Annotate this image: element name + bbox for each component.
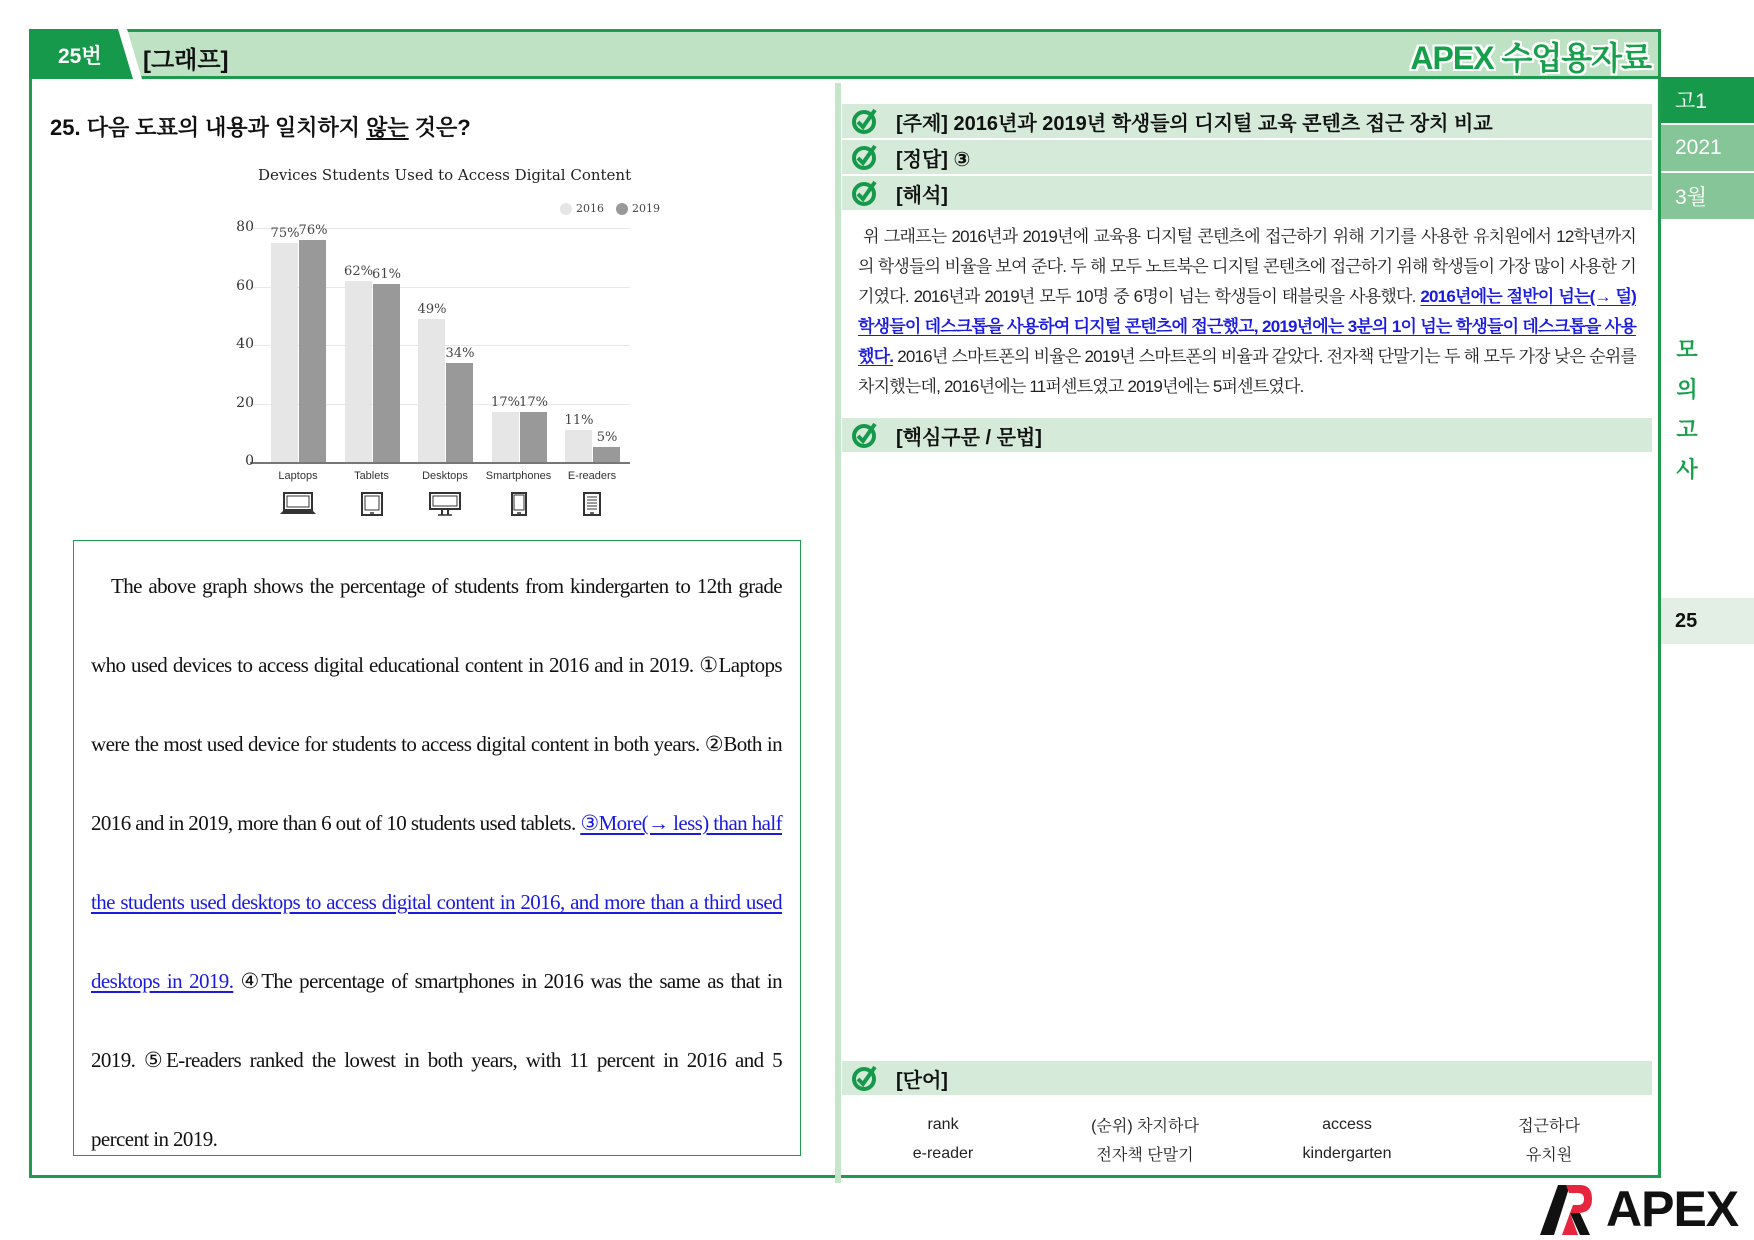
legend-label-2016: 2016	[576, 202, 604, 215]
translation-highlight: 2016년에는 절반이 넘는(→ 덜) 학생들이 데스크톱을 사용하여 디지털 콘텐츠에 접근했고, 2019년에는 3분의 1이 넘는 학생들이 데스크톱을 사용했다.	[858, 287, 1636, 366]
passage-intro: The above graph shows the percentage of students from kindergarten to 12th grade who used devices to access digital educational content in 2016 and in 2019.	[91, 574, 782, 677]
question-underlined-word: 않는	[366, 115, 409, 140]
smartphone-icon	[499, 488, 539, 516]
bar-value-label: 61%	[372, 266, 401, 282]
y-tick-label: 20	[236, 394, 254, 411]
bar-value-label: 76%	[298, 222, 328, 238]
translation-text	[858, 222, 1636, 402]
tablet-icon	[352, 488, 392, 516]
panel-divider	[835, 83, 841, 1183]
answer-text: [정답] ③	[896, 148, 971, 171]
y-tick-label: 80	[236, 219, 254, 235]
bar-smartphones-2016	[492, 412, 519, 462]
category-label: Laptops	[278, 470, 318, 482]
grammar-header	[842, 418, 1652, 452]
ereader-icon	[572, 488, 612, 516]
legend-item-2019	[616, 202, 660, 215]
category-label: Desktops	[422, 470, 468, 482]
question-number-label: 25번	[58, 45, 102, 68]
legend-label-2019: 2019	[632, 202, 660, 215]
check-circle-icon	[850, 142, 880, 172]
bar-value-label: 62%	[344, 263, 373, 279]
vocab-row	[842, 1110, 1652, 1139]
passage-sentence-4: ④The percentage of smartphones in 2016 was the same as that in 2019.	[91, 969, 782, 1072]
bar-e-readers-2019	[593, 447, 620, 462]
bar-value-label: 49%	[417, 301, 447, 317]
side-char: 모	[1676, 337, 1698, 362]
vocab-header	[842, 1061, 1652, 1095]
vocab-word: rank	[927, 1115, 959, 1133]
side-tab-year-label: 2021	[1675, 136, 1722, 159]
side-tab-grade[interactable]	[1661, 77, 1754, 123]
vocab-meaning: 접근하다	[1518, 1118, 1580, 1135]
bar-value-label: 34%	[445, 345, 475, 361]
check-circle-icon	[850, 106, 880, 136]
vocab-word: access	[1322, 1115, 1372, 1133]
bar-chart	[210, 160, 670, 520]
vocab-meaning: 유치원	[1525, 1147, 1573, 1164]
bar-desktops-2016	[418, 319, 445, 462]
grammar-header-text: [핵심구문 / 문법]	[896, 426, 1042, 449]
legend-dot-2016-icon	[560, 203, 572, 215]
check-circle-icon	[850, 178, 880, 208]
vocab-row	[842, 1139, 1652, 1168]
side-char: 사	[1676, 457, 1698, 482]
y-tick-label: 0	[245, 453, 254, 469]
section-title: [그래프]	[143, 47, 229, 74]
legend-dot-2019-icon	[616, 203, 628, 215]
apex-logo	[1540, 1183, 1738, 1235]
answer-header	[842, 140, 1652, 174]
vocab-word: kindergarten	[1302, 1144, 1392, 1162]
side-page-number	[1661, 598, 1754, 644]
brand-title: APEX 수업용자료	[1410, 40, 1651, 76]
apex-logo-text: APEX	[1606, 1181, 1739, 1237]
passage-sentence-1: ①Laptops were the most used device for students to access digital content in both years.	[91, 653, 782, 756]
vocab-header-text: [단어]	[896, 1069, 948, 1092]
laptop-icon	[278, 488, 318, 516]
passage-sentence-2: ②Both in 2016 and in 2019, more than 6 out of 10 students used tablets.	[91, 732, 782, 835]
side-tab-month-label: 3월	[1675, 186, 1707, 209]
side-vertical-label	[1672, 330, 1702, 490]
chart-title: Devices Students Used to Access Digital Content	[258, 166, 632, 184]
vocab-table	[842, 1110, 1652, 1168]
check-circle-icon	[850, 420, 880, 450]
question-prefix: 25. 다음 도표의 내용과 일치하지	[50, 115, 367, 140]
bar-value-label: 17%	[519, 395, 548, 411]
y-tick-label: 60	[236, 277, 254, 294]
side-tab-grade-label: 고1	[1675, 90, 1707, 113]
page-number: 25	[1675, 609, 1698, 632]
side-tab-year[interactable]	[1661, 125, 1754, 171]
passage-sentence-5: ⑤E-readers ranked the lowest in both years, with 11 percent in 2016 and 5 percent in 2019.	[91, 1048, 782, 1151]
translation-part-2: 2016년 스마트폰의 비율은 2019년 스마트폰의 비율과 같았다. 전자책 단말기는 두 해 모두 가장 낮은 순위를 차지했는데, 2016년에는 11퍼센트였고 2019년에는 5퍼센트였다.	[858, 347, 1636, 396]
category-label: Tablets	[354, 470, 389, 482]
bar-desktops-2019	[446, 363, 473, 462]
bar-value-label: 75%	[270, 225, 300, 241]
passage-box	[73, 540, 801, 1156]
x-axis-line	[250, 462, 630, 464]
topic-header	[842, 104, 1652, 138]
bar-tablets-2016	[345, 281, 372, 462]
y-tick-label: 40	[236, 336, 254, 352]
bar-laptops-2016	[271, 243, 298, 462]
legend-item-2016	[560, 202, 604, 215]
side-char: 고	[1676, 417, 1698, 442]
bar-value-label: 17%	[491, 395, 520, 411]
question-text	[50, 111, 471, 142]
passage-sentence-3-answer: ③More(→ less) than half the students used desktops to access digital content in 2016, and more than a third used desktops in 2019.	[91, 811, 782, 993]
bar-laptops-2019	[299, 240, 326, 462]
bar-smartphones-2019	[520, 412, 547, 462]
translation-header-text: [해석]	[896, 184, 948, 207]
vocab-meaning: (순위) 차지하다	[1091, 1118, 1199, 1135]
question-suffix: 것은?	[408, 115, 471, 140]
vocab-meaning: 전자책 단말기	[1096, 1147, 1194, 1164]
translation-part-1: 위 그래프는 2016년과 2019년에 교육용 디지털 콘텐츠에 접근하기 위해 기기를 사용한 유치원에서 12학년까지의 학생들의 비율을 보여 준다. 두 해 모두 노트북은 디지털 콘텐츠에 접근하기 위해 학생들이 가장 많이 사용한 기기였다. 2016년과 2019년 모두 10명 중 6명이 넘는 학생들이 태블릿을 사용했다.	[858, 227, 1636, 306]
desktop-icon	[425, 488, 465, 516]
chart-legend	[560, 202, 660, 215]
bar-tablets-2019	[373, 284, 400, 462]
bar-value-label: 11%	[564, 412, 594, 428]
translation-header	[842, 176, 1652, 210]
category-label: E-readers	[567, 470, 617, 482]
bar-value-label: 5%	[596, 430, 618, 446]
category-label: Smartphones	[485, 470, 552, 482]
topic-text: [주제] 2016년과 2019년 학생들의 디지털 교육 콘텐츠 접근 장치 비교	[896, 112, 1493, 135]
passage-paragraph	[91, 547, 782, 1179]
check-circle-icon	[850, 1063, 880, 1093]
side-char: 의	[1676, 377, 1698, 402]
vocab-word: e-reader	[912, 1144, 974, 1162]
apex-logo-mark-icon	[1540, 1183, 1596, 1235]
side-tab-month[interactable]	[1661, 173, 1754, 219]
